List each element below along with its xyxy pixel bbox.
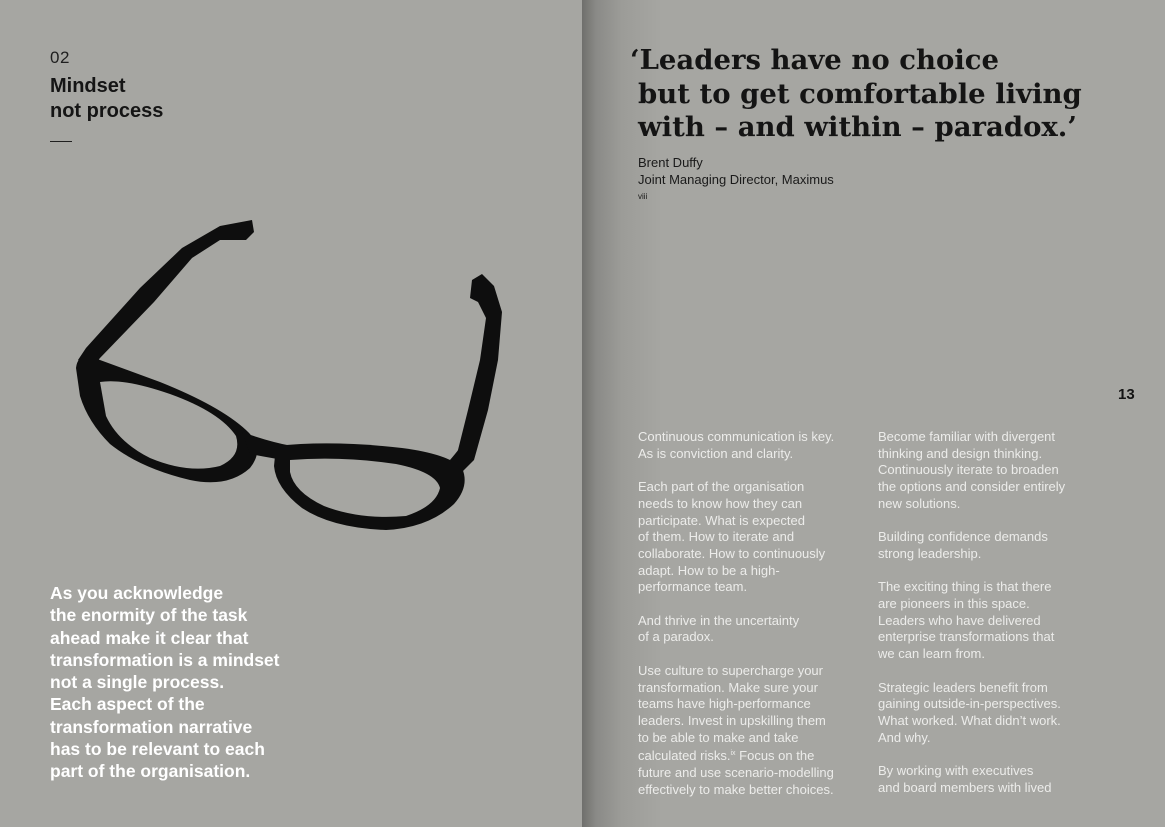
text-line: Each part of the organisation	[638, 479, 805, 495]
text-line: collaborate. How to continuously	[638, 545, 826, 561]
text-line: needs to know how they can	[638, 495, 803, 511]
intro-line: ahead make it clear that	[50, 627, 249, 648]
paragraph	[878, 579, 1108, 663]
right-page	[582, 0, 1165, 827]
paragraph	[878, 529, 1108, 562]
author-reference: viii	[638, 192, 648, 201]
section-title-line: not process	[50, 100, 164, 122]
text-line: Strategic leaders benefit from	[878, 679, 1048, 695]
text-line: of a paradox.	[638, 629, 714, 645]
quote-line: with – and within – paradox.’	[638, 111, 1077, 143]
text-line: and board members with lived	[878, 779, 1052, 795]
pull-quote	[630, 44, 1082, 145]
text-fragment: calculated risks.	[638, 748, 731, 764]
text-line: the options and consider entirely	[878, 479, 1066, 495]
text-line: of them. How to iterate and	[638, 529, 795, 545]
text-line: effectively to make better choices.	[638, 781, 834, 797]
text-line: By working with executives	[878, 763, 1034, 778]
section-number: 02	[50, 48, 70, 67]
text-line: Leaders who have delivered	[878, 612, 1041, 628]
paragraph	[638, 613, 863, 646]
text-line: gaining outside-in-perspectives.	[878, 696, 1061, 712]
quote-attribution	[638, 154, 834, 208]
footnote-reference: ix	[730, 750, 736, 758]
intro-paragraph	[50, 582, 350, 783]
body-column-left	[638, 429, 863, 815]
text-line: adapt. How to be a high-	[638, 562, 780, 578]
text-fragment: Focus on the	[735, 748, 815, 764]
author-role-line	[638, 171, 834, 208]
eyeglasses-icon	[70, 210, 510, 540]
intro-line: Each aspect of the	[50, 694, 205, 715]
author-role: Joint Managing Director, Maximus	[638, 172, 834, 187]
text-line: we can learn from.	[878, 646, 985, 662]
intro-line: transformation narrative	[50, 716, 253, 737]
text-line: And why.	[878, 729, 931, 745]
text-line: participate. What is expected	[638, 512, 805, 528]
text-line	[638, 746, 863, 765]
left-page	[0, 0, 582, 827]
intro-line: part of the organisation.	[50, 761, 251, 782]
section-title	[50, 74, 163, 124]
paragraph	[638, 663, 863, 799]
paragraph	[638, 429, 863, 462]
paragraph	[878, 680, 1108, 747]
text-line: Building confidence demands	[878, 529, 1048, 545]
text-line: performance team.	[638, 579, 748, 595]
text-line: strong leadership.	[878, 545, 982, 561]
body-column-right	[878, 429, 1108, 813]
section-title-line: Mindset	[50, 75, 126, 97]
quote-line: ‘Leaders have no choice	[630, 44, 1000, 76]
text-line: transformation. Make sure your	[638, 679, 818, 695]
text-line: teams have high-performance	[638, 696, 811, 712]
intro-line: not a single process.	[50, 672, 225, 693]
paragraph	[638, 479, 863, 596]
intro-line: transformation is a mindset	[50, 649, 280, 670]
text-line: Continuous communication is key.	[638, 429, 835, 444]
text-line: What worked. What didn’t work.	[878, 712, 1061, 728]
text-line: Continuously iterate to broaden	[878, 462, 1059, 478]
intro-line: the enormity of the task	[50, 605, 248, 626]
paragraph	[878, 763, 1108, 796]
author-name: Brent Duffy	[638, 155, 703, 170]
text-line: And thrive in the uncertainty	[638, 612, 800, 628]
paragraph	[878, 429, 1108, 513]
text-line: thinking and design thinking.	[878, 445, 1043, 461]
text-line: enterprise transformations that	[878, 629, 1055, 645]
text-line: Become familiar with divergent	[878, 429, 1056, 444]
text-line: new solutions.	[878, 495, 961, 511]
page-number: 13	[1118, 386, 1135, 403]
text-line: As is conviction and clarity.	[638, 445, 794, 461]
text-line: to be able to make and take	[638, 729, 799, 745]
title-rule	[50, 141, 72, 142]
text-line: are pioneers in this space.	[878, 596, 1030, 611]
intro-line: As you acknowledge	[50, 583, 224, 603]
quote-line: but to get comfortable living	[638, 77, 1082, 110]
text-line: leaders. Invest in upskilling them	[638, 712, 826, 728]
text-line: Use culture to supercharge your	[638, 662, 823, 678]
intro-line: has to be relevant to each	[50, 739, 265, 760]
text-line: The exciting thing is that there	[878, 579, 1052, 595]
text-line: future and use scenario-modelling	[638, 765, 834, 781]
